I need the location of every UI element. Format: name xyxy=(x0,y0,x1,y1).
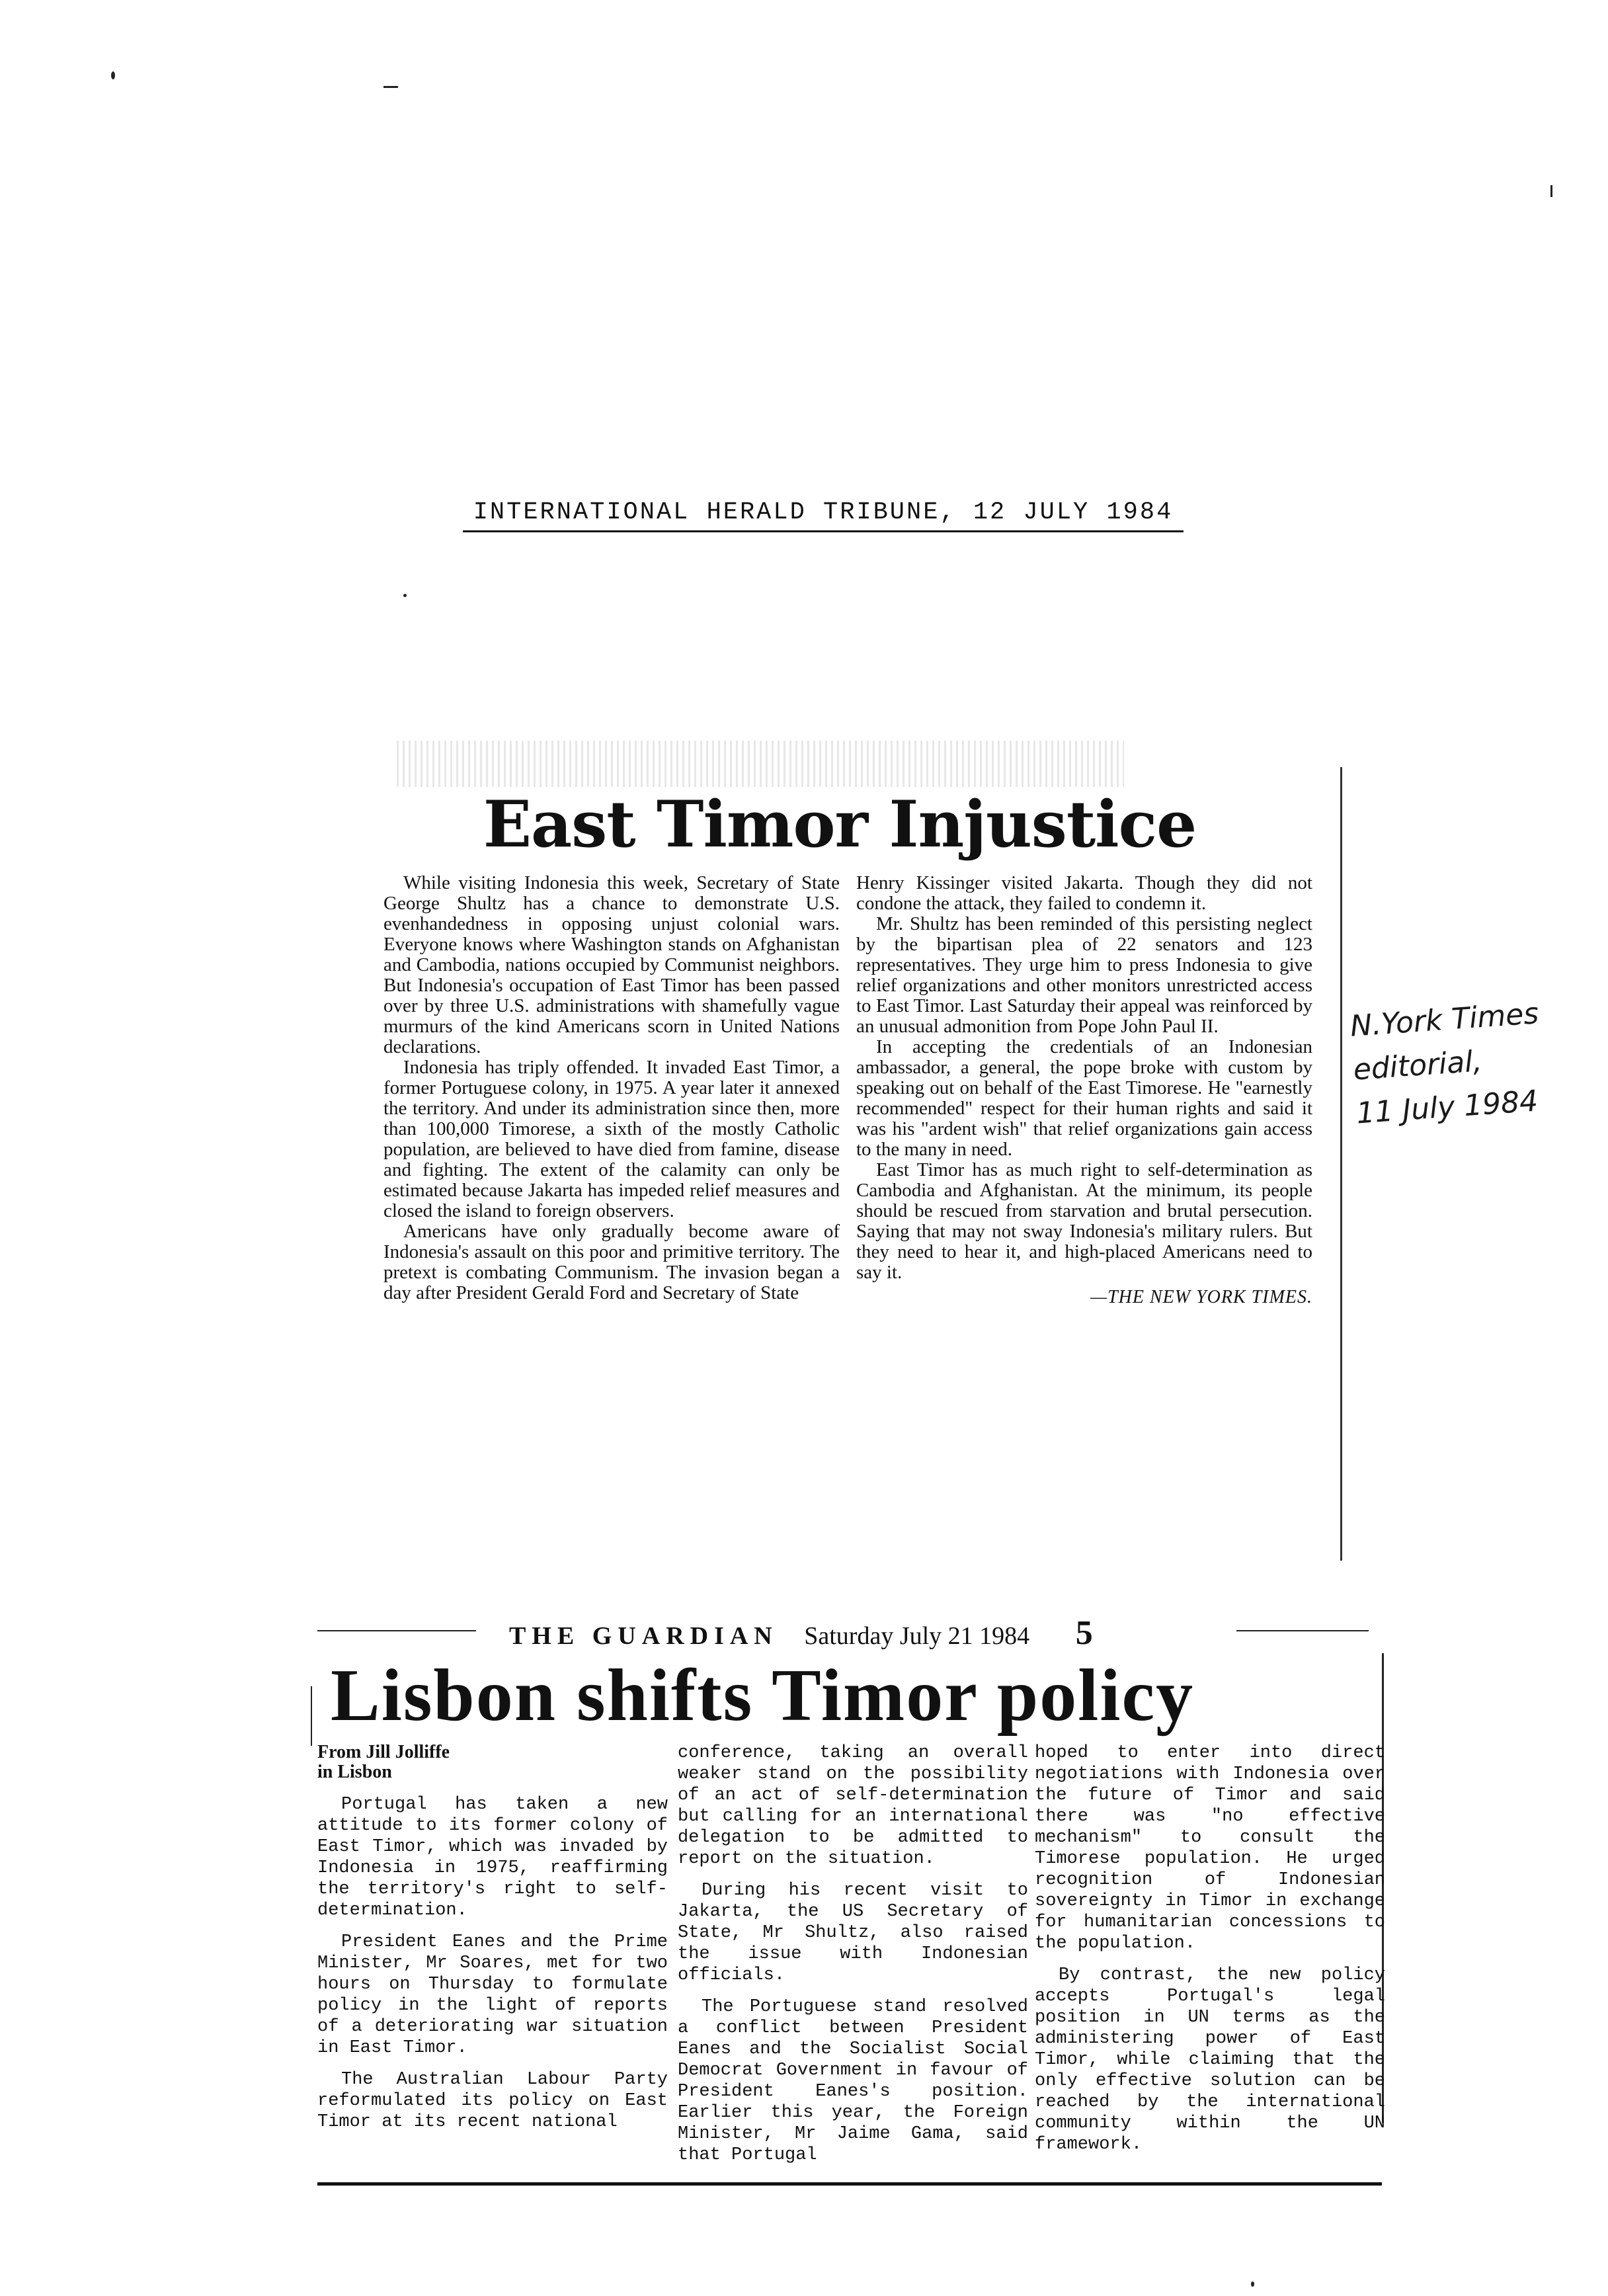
byline-location: in Lisbon xyxy=(317,1762,392,1782)
issue-date: Saturday July 21 1984 xyxy=(804,1622,1030,1650)
article-paragraph: During his recent visit to Jakarta, the US Secretary of State, Mr Shultz, also raised the issue with Indonesian officials. xyxy=(678,1881,1028,1985)
article-paragraph: The Australian Labour Party reformulated its policy on East Timor at its recent national xyxy=(317,2070,668,2132)
guardian-headline: Lisbon shifts Timor policy xyxy=(331,1655,1195,1737)
editorial-paragraph: Mr. Shultz has been reminded of this persisting neglect by the bipartisan plea of 22 senators and 123 representatives. They urge him to press Indonesia to give relief organizations and other monitors unrestricted access to East Timor. Last Saturday their appeal was reinforced by an unusual admonition from Pope John Paul II. xyxy=(856,913,1312,1037)
editorial-paragraph: While visiting Indonesia this week, Secretary of State George Shultz has a chance to demonstrate U.S. evenhandedness in opposing unjust colonial wars. Everyone knows where Washington stands on Afghanistan and Cambodia, nations occupied by Communist neighbors. But Indonesia's occupation of East Timor has been passed over by three U.S. administrations with shamefully vague murmurs of the kind Americans scorn in United Nations declarations. xyxy=(383,872,840,1057)
source-header: INTERNATIONAL HERALD TRIBUNE, 12 JULY 1984 xyxy=(463,499,1184,532)
clipping-border xyxy=(311,1686,312,1746)
scan-speck xyxy=(1550,185,1552,197)
clipping-border xyxy=(1340,767,1342,1561)
handwritten-annotation xyxy=(1349,989,1595,1136)
guardian-column-1 xyxy=(317,1742,668,2143)
article-paragraph: By contrast, the new policy accepts Portugal's legal position in UN terms as the administering power of East Timor, while claiming that the only effective solution can be reached by the international community within the UN framework. xyxy=(1035,1965,1385,2154)
guardian-masthead xyxy=(509,1614,1236,1653)
page-number: 5 xyxy=(1075,1614,1093,1652)
byline xyxy=(317,1742,668,1782)
editorial-signature: —THE NEW YORK TIMES. xyxy=(1090,1287,1312,1307)
guardian-clipping xyxy=(311,1614,1385,2195)
editorial-paragraph: In accepting the credentials of an Indonesian ambassador, a general, the pope broke with custom by speaking out on behalf of the East Timorese. He "earnestly recommended" respect for their human rights and said it was his "ardent wish" that relief organizations gain access to the many in need. xyxy=(856,1036,1312,1160)
scan-speck xyxy=(1251,2281,1254,2287)
guardian-column-2 xyxy=(678,1742,1028,2176)
editorial-column-2 xyxy=(856,873,1312,1307)
scan-speck xyxy=(403,594,407,597)
byline-author: From Jill Jolliffe xyxy=(317,1742,450,1762)
article-paragraph: conference, taking an overall weaker stand on the possibility of an act of self-determination but calling for an international delegation to be admitted to report on the situation. xyxy=(678,1743,1028,1869)
editorial-title: East Timor Injustice xyxy=(483,787,1197,862)
handnote-line: N.York Times xyxy=(1349,997,1540,1044)
article-paragraph: Portugal has taken a new attitude to its former colony of East Timor, which was invaded by Indonesia in 1975, reaffirming the territory's right to self-determination. xyxy=(317,1795,668,1920)
paper-name: THE GUARDIAN xyxy=(509,1622,778,1650)
editorial-paragraph: East Timor has as much right to self-determination as Cambodia and Afghanistan. At the minimum, its people should be rescued from starvation and brutal persecution. Saying that may not sway Indonesia's military rulers. But they need to hear it, and high-placed Americans need to say it. xyxy=(856,1159,1312,1283)
editorial-paragraph: Henry Kissinger visited Jakarta. Though they did not condone the attack, they failed to condemn it. xyxy=(856,872,1312,914)
bottom-rule xyxy=(317,2182,1382,2186)
article-paragraph: The Portuguese stand resolved a conflict between President Eanes and the Socialist Social Democrat Government in favour of President Eanes's position. Earlier this year, the Foreign Minister, Mr Jaime Gama, said that Portugal xyxy=(678,1997,1028,2165)
masthead-rule xyxy=(1236,1630,1369,1631)
guardian-column-3 xyxy=(1035,1742,1385,2166)
handnote-line: 11 July 1984 xyxy=(1355,1084,1539,1131)
nyt-editorial-clipping xyxy=(377,741,1342,1567)
masthead-rule xyxy=(317,1630,476,1631)
scan-speck xyxy=(111,71,115,79)
editorial-paragraph: Indonesia has triply offended. It invaded East Timor, a former Portuguese colony, in 1975. A year later it annexed the territory. And under its administration since then, more than 100,000 Timorese, a sixth of the mostly Catholic population, are believed to have died from famine, disease and fighting. The extent of the calamity can only be estimated because Jakarta has impeded relief measures and closed the island to foreign observers. xyxy=(383,1057,840,1221)
scan-speck xyxy=(383,86,398,88)
editorial-column-1 xyxy=(383,873,840,1303)
scan-noise xyxy=(397,741,1124,787)
article-paragraph: President Eanes and the Prime Minister, Mr Soares, met for two hours on Thursday to formulate policy in the light of reports of a deteriorating war situation in East Timor. xyxy=(317,1932,668,2058)
editorial-paragraph: Americans have only gradually become aware of Indonesia's assault on this poor and primitive territory. The pretext is combating Communism. The invasion began a day after President Gerald Ford and Secretary of State xyxy=(383,1221,840,1303)
handnote-line: editorial, xyxy=(1352,1044,1484,1087)
article-paragraph: hoped to enter into direct negotiations with Indonesia over the future of Timor and said there was "no effective mechanism" to consult the Timorese population. He urged recognition of Indonesian sovereignty in Timor in exchange for humanitarian concessions to the population. xyxy=(1035,1743,1385,1953)
